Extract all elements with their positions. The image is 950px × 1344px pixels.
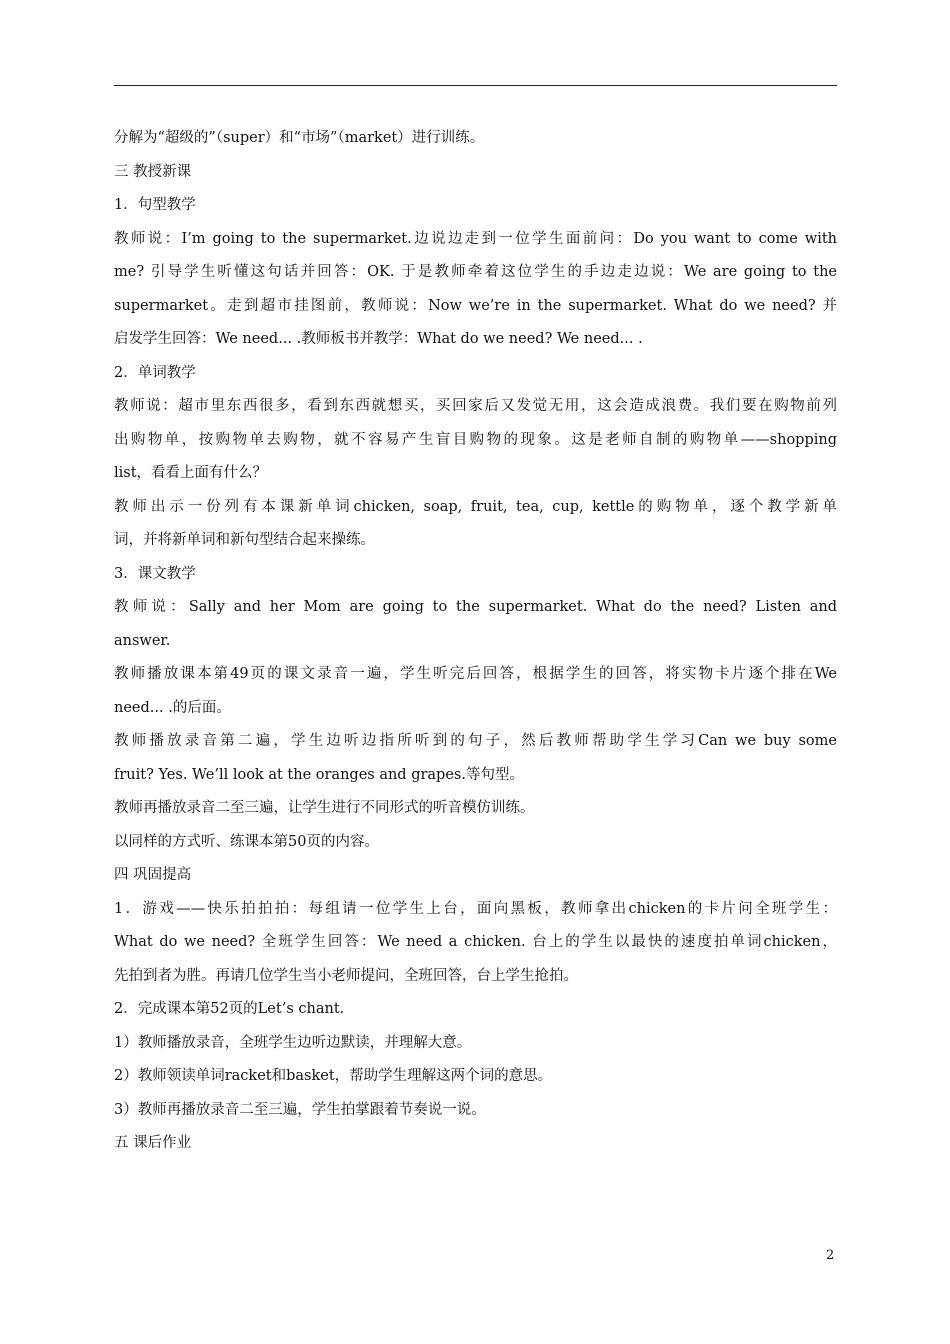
text-line: 启发学生回答：We need... .教师板书并教学：What do we need? We need... .	[114, 331, 643, 347]
text-line: 教师播放课本第49页的课文录音一遍，学生听完后回答，根据学生的回答，将实物卡片逐个排在We	[114, 666, 837, 682]
text-line: list，看看上面有什么？	[114, 465, 268, 481]
text-line: 四 巩固提高	[114, 867, 192, 883]
text-line: 教师说：超市里东西很多，看到东西就想买，买回家后又发觉无用，这会造成浪费。我们要在购物前列	[114, 398, 837, 414]
text-line: answer.	[114, 632, 171, 649]
text-line: 教师出示一份列有本课新单词chicken, soap, fruit, tea, cup, kettle的购物单，逐个教学新单	[114, 498, 837, 515]
text-line: me? 引导学生听懂这句话并回答：OK. 于是教师牵着这位学生的手边走边说：We are going to the	[114, 264, 837, 280]
text-line: need... .的后面。	[114, 699, 231, 716]
text-line: 出购物单，按购物单去购物，就不容易产生盲目购物的现象。这是老师自制的购物单——shopping	[114, 431, 837, 448]
text-line: 教师播放录音第二遍，学生边听边指所听到的句子，然后教师帮助学生学习Can we buy some	[114, 733, 837, 749]
text-line: 词，并将新单词和新句型结合起来操练。	[114, 532, 375, 548]
text-line: 教师说：I’m going to the supermarket.边说边走到一位学生面前问：Do you want to come with	[114, 230, 837, 247]
text-line: 分解为“超级的”（super）和“市场”（market）进行训练。	[114, 130, 485, 146]
text-line: supermarket。走到超市挂图前，教师说：Now we’re in the supermarket. What do we need? 并	[114, 297, 837, 314]
page-number: 2	[826, 1248, 835, 1263]
text-line: 以同样的方式听、练课本第50页的内容。	[114, 833, 379, 850]
text-line: 1．句型教学	[114, 197, 196, 213]
text-line: 先拍到者为胜。再请几位学生当小老师提问，全班回答，台上学生抢拍。	[114, 967, 578, 984]
text-line: 五 课后作业	[114, 1135, 192, 1151]
text-line: 1．游戏——快乐拍拍拍：每组请一位学生上台，面向黑板，教师拿出chicken的卡片问全班学生：	[114, 900, 837, 917]
text-line: 2．单词教学	[114, 364, 196, 381]
header-rule	[114, 85, 837, 86]
text-line: 1）教师播放录音，全班学生边听边默读，并理解大意。	[114, 1034, 472, 1051]
text-line: 2．完成课本第52页的Let’s chant.	[114, 1001, 345, 1017]
text-line: What do we need? 全班学生回答：We need a chicken. 台上的学生以最快的速度拍单词chicken，	[114, 934, 837, 950]
text-line: 3．课文教学	[114, 565, 196, 582]
text-line: 教师说：Sally and her Mom are going to the supermarket. What do the need? Listen and	[114, 599, 837, 615]
document-body	[114, 122, 837, 1161]
text-line: 教师再播放录音二至三遍，让学生进行不同形式的听音模仿训练。	[114, 800, 535, 816]
text-line: fruit? Yes. We’ll look at the oranges and grapes.等句型。	[114, 766, 524, 783]
text-line: 2）教师领读单词racket和basket，帮助学生理解这两个词的意思。	[114, 1068, 553, 1084]
text-line: 三 教授新课	[114, 163, 192, 180]
text-line: 3）教师再播放录音二至三遍，学生拍掌跟着节奏说一说。	[114, 1101, 486, 1118]
